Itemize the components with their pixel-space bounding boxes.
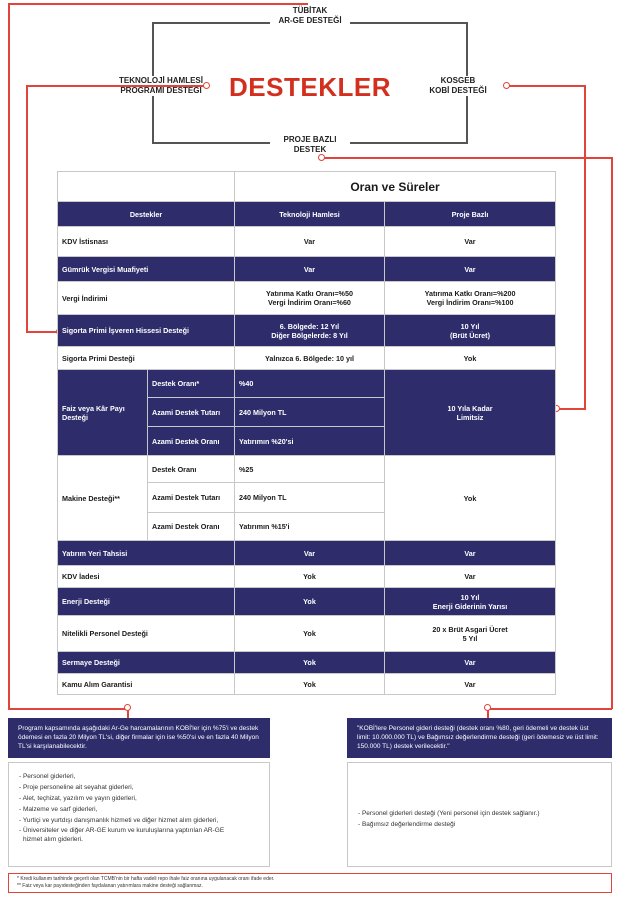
connector-line xyxy=(509,85,585,87)
sub-label: Azami Destek Tutarı xyxy=(148,398,235,427)
footnotes xyxy=(8,873,612,893)
list-item: - Üniversiteler ve diğer AR-GE kurum ve kuruluşlarına yaptırılan AR-GE xyxy=(19,827,225,834)
sub-label: Azami Destek Oranı xyxy=(148,513,235,541)
row-label: Sigorta Primi İşveren Hissesi Desteği xyxy=(58,315,235,347)
node-teknoloji: TEKNOLOJİ HAMLESİ PROGRAMI DESTEĞİ xyxy=(118,76,203,95)
row-label: KDV İstisnası xyxy=(58,227,235,257)
sub-value: 240 Milyon TL xyxy=(235,398,385,427)
connector-line xyxy=(26,331,60,333)
cell-tek: Yok xyxy=(235,616,385,652)
cell-tek: Yatırıma Katkı Oranı=%50 Vergi İndirim Oranı=%60 xyxy=(235,282,385,315)
connector-dot xyxy=(124,704,131,711)
list-item: hizmet alım giderleri. xyxy=(23,836,83,843)
sub-label: Azami Destek Oranı xyxy=(148,427,235,456)
cell-proje-faiz: 10 Yıla Kadar Limitsiz xyxy=(385,370,556,456)
super-header: Oran ve Süreler xyxy=(235,172,556,202)
connector-line xyxy=(8,708,128,710)
cell-tek: Yok xyxy=(235,588,385,616)
cell-proje: Yok xyxy=(385,347,556,370)
row-label-faiz: Faiz veya Kâr Payı Desteği xyxy=(58,370,148,456)
cell-tek: Yok xyxy=(235,652,385,674)
kosgeb-note: "KOBİ'lere Personel gideri desteği (destek oranı %80, geri ödemeli ve destek üst limit: 10.000.000 TL) ve Bağımsız değerlendirme desteği (geri ödemesiz ve üst limit: 150.000 TL) destek verilecektir." xyxy=(347,718,612,758)
cell-tek: Yalnızca 6. Bölgede: 10 yıl xyxy=(235,347,385,370)
list-item: - Personel giderleri desteği (Yeni personel için destek sağlanır.) xyxy=(358,810,540,817)
node-tubitak: TÜBİTAK AR-GE DESTEĞİ xyxy=(270,6,350,26)
cell-proje: Var xyxy=(385,674,556,695)
connector-line xyxy=(584,85,586,409)
col-header-proje: Proje Bazlı xyxy=(385,202,556,227)
cell-proje: Var xyxy=(385,652,556,674)
list-item: - Bağımsız değerlendirme desteği xyxy=(358,821,456,828)
node-kosgeb: KOSGEB KOBİ DESTEĞİ xyxy=(416,76,500,96)
row-label: Sermaye Desteği xyxy=(58,652,235,674)
footnote-1: * Kredi kullanım tarihinde geçerli olan TCMB'nin bir hafta vadeli repo ihale faiz oranına uygulanacak oranı ifade eder. xyxy=(17,876,275,882)
cell-proje: Var xyxy=(385,227,556,257)
table-corner xyxy=(58,172,235,202)
cell-proje: 10 Yıl Enerji Giderinin Yarısı xyxy=(385,588,556,616)
footnote-2: ** Faiz veya kar payıdesteğinden faydalanan yatırımlara makine desteği sağlanmaz. xyxy=(17,883,203,889)
cell-proje: 10 Yıl (Brüt Ücret) xyxy=(385,315,556,347)
col-header-teknoloji: Teknoloji Hamlesi xyxy=(235,202,385,227)
row-label: Nitelikli Personel Desteği xyxy=(58,616,235,652)
sub-value: %40 xyxy=(235,370,385,398)
cell-proje-makine: Yok xyxy=(385,456,556,541)
connector-line xyxy=(556,408,586,410)
cell-proje: 20 x Brüt Asgari Ücret 5 Yıl xyxy=(385,616,556,652)
sub-value: Yatırımın %15'i xyxy=(235,513,385,541)
cell-proje: Var xyxy=(385,566,556,588)
sub-label: Destek Oranı* xyxy=(148,370,235,398)
connector-line xyxy=(8,3,10,709)
connector-line xyxy=(8,3,308,5)
connector-line xyxy=(26,85,28,332)
row-label: Yatırım Yeri Tahsisi xyxy=(58,541,235,566)
cell-proje: Yatırıma Katkı Oranı=%200 Vergi İndirim Oranı=%100 xyxy=(385,282,556,315)
sub-label: Destek Oranı xyxy=(148,456,235,483)
row-label: Kamu Alım Garantisi xyxy=(58,674,235,695)
list-item: - Alet, teçhizat, yazılım ve yayın giderleri, xyxy=(19,795,137,802)
list-item: - Yurtiçi ve yurtdışı danışmanlık hizmeti ve diğer hizmet alım giderleri, xyxy=(19,817,219,824)
row-label: Enerji Desteği xyxy=(58,588,235,616)
cell-tek: Yok xyxy=(235,566,385,588)
tubitak-expense-list xyxy=(8,762,270,867)
cell-tek: 6. Bölgede: 12 Yıl Diğer Bölgelerde: 8 Yıl xyxy=(235,315,385,347)
sub-value: %25 xyxy=(235,456,385,483)
col-header-destekler: Destekler xyxy=(58,202,235,227)
connector-dot xyxy=(203,82,210,89)
node-proje: PROJE BAZLI DESTEK xyxy=(270,135,350,155)
row-label: KDV İadesi xyxy=(58,566,235,588)
cell-tek: Var xyxy=(235,227,385,257)
cell-tek: Yok xyxy=(235,674,385,695)
connector-dot xyxy=(484,704,491,711)
cell-proje: Var xyxy=(385,541,556,566)
list-item: - Personel giderleri, xyxy=(19,773,76,780)
sub-label: Azami Destek Tutarı xyxy=(148,483,235,513)
row-label: Vergi İndirimi xyxy=(58,282,235,315)
connector-line xyxy=(611,157,613,709)
connector-line xyxy=(324,157,612,159)
sub-value: 240 Milyon TL xyxy=(235,483,385,513)
sub-value: Yatırımın %20'si xyxy=(235,427,385,456)
list-item: - Malzeme ve sarf giderleri, xyxy=(19,806,98,813)
cell-proje: Var xyxy=(385,257,556,282)
tubitak-note: Program kapsamında aşağıdaki Ar-Ge harcamalarının KOBİ'ler için %75'i ve destek ödemesi en fazla 20 Milyon TL'si, diğer firmalar için ise %50'si ve en fazla 40 Milyon TL'si karşılanabilecektir. xyxy=(8,718,270,758)
support-table xyxy=(57,171,556,695)
connector-line xyxy=(487,708,612,710)
connector-line xyxy=(26,85,204,87)
row-label: Sigorta Primi Desteği xyxy=(58,347,235,370)
cell-tek: Var xyxy=(235,541,385,566)
cell-tek: Var xyxy=(235,257,385,282)
kosgeb-support-list xyxy=(347,762,612,867)
row-label: Gümrük Vergisi Muafiyeti xyxy=(58,257,235,282)
diagram-title: DESTEKLER xyxy=(229,72,391,102)
list-item: - Proje personeline ait seyahat giderleri, xyxy=(19,784,134,791)
row-label-makine: Makine Desteği** xyxy=(58,456,148,541)
